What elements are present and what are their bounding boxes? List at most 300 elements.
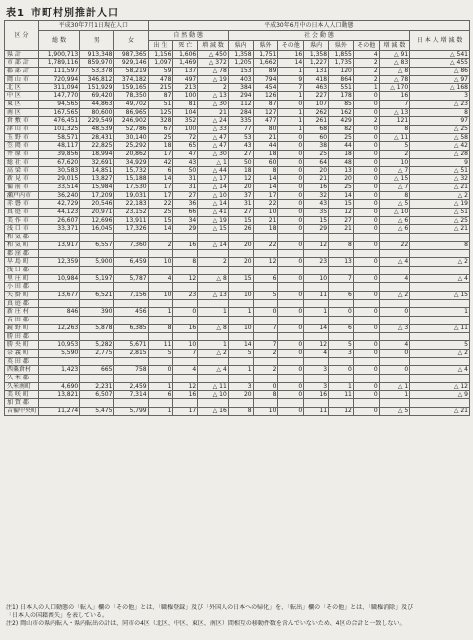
table-cell: 58,571	[39, 133, 80, 141]
table-cell: 86,965	[114, 109, 148, 117]
table-cell: △ 11	[198, 382, 229, 390]
table-row	[5, 142, 470, 150]
table-cell: 0	[353, 109, 379, 117]
table-cell: △ 450	[198, 51, 229, 59]
table-cell	[278, 266, 304, 274]
table-cell: 10	[173, 341, 198, 349]
table-cell	[228, 399, 253, 407]
table-row	[5, 324, 470, 332]
table-cell: 2	[198, 84, 229, 92]
table-cell: 13	[329, 167, 354, 175]
table-cell: 913,348	[80, 51, 114, 59]
table-cell	[253, 374, 278, 382]
table-cell	[304, 283, 329, 291]
table-cell: 1	[304, 308, 329, 316]
table-cell: 5,197	[80, 275, 114, 283]
table-cell: 15,732	[114, 167, 148, 175]
table-cell: 16	[379, 92, 410, 100]
table-cell	[148, 316, 173, 324]
table-cell	[148, 333, 173, 341]
table-cell: 16,045	[80, 225, 114, 233]
table-cell: 120	[329, 67, 354, 75]
table-cell	[114, 333, 148, 341]
table-row	[5, 84, 470, 92]
table-cell: 23	[304, 258, 329, 266]
table-cell: 0	[278, 167, 304, 175]
table-cell: 1,156	[148, 51, 173, 59]
row-label: 南 区	[5, 109, 39, 117]
table-cell	[304, 374, 329, 382]
table-cell	[253, 266, 278, 274]
table-cell	[173, 399, 198, 407]
table-cell: 1,900,713	[39, 51, 80, 59]
table-cell: 0	[278, 142, 304, 150]
table-cell: 6	[148, 391, 173, 399]
table-cell: 0	[278, 341, 304, 349]
table-cell: 6	[253, 275, 278, 283]
table-cell: 0	[353, 150, 379, 158]
table-cell: 16	[173, 324, 198, 332]
table-cell: 0	[278, 382, 304, 390]
table-cell: 53	[228, 133, 253, 141]
table-cell: △ 6	[379, 216, 410, 224]
table-cell: 2,459	[114, 382, 148, 390]
table-cell: 43	[304, 200, 329, 208]
table-cell: 19,031	[114, 192, 148, 200]
row-label: 市 部 計	[5, 59, 39, 67]
table-cell: 7	[173, 349, 198, 357]
table-cell: 2	[253, 349, 278, 357]
table-cell: 14	[329, 192, 354, 200]
table-cell: 10	[228, 324, 253, 332]
table-cell	[198, 316, 229, 324]
table-cell: △ 51	[410, 167, 470, 175]
table-cell: 0	[353, 349, 379, 357]
row-label: 早 島 町	[5, 258, 39, 266]
table-cell: 47	[173, 150, 198, 158]
table-cell: 39,856	[39, 150, 80, 158]
table-cell: 477	[253, 117, 278, 125]
table-cell: 6	[329, 291, 354, 299]
table-cell: △ 25	[410, 125, 470, 133]
table-cell: 153	[228, 67, 253, 75]
table-cell: 1	[353, 84, 379, 92]
row-label: 美 作 市	[5, 216, 39, 224]
table-cell: 0	[353, 407, 379, 415]
table-cell: 0	[353, 183, 379, 191]
table-cell: 1,227	[304, 59, 329, 67]
table-cell: 17	[148, 150, 173, 158]
row-label: 勝 田 郡	[5, 333, 39, 341]
table-cell: 78,350	[114, 92, 148, 100]
table-cell: 1,423	[39, 366, 80, 374]
table-cell: 14	[278, 59, 304, 67]
table-cell	[278, 250, 304, 258]
table-cell: 8	[228, 407, 253, 415]
row-label: 県 計	[5, 51, 39, 59]
table-cell: 4	[148, 275, 173, 283]
table-row	[5, 316, 470, 324]
table-cell	[379, 357, 410, 365]
table-cell	[253, 333, 278, 341]
table-cell: 18	[253, 225, 278, 233]
table-row	[5, 407, 470, 415]
table-cell: △ 78	[198, 67, 229, 75]
table-cell	[80, 357, 114, 365]
row-label: 赤 磐 市	[5, 200, 39, 208]
table-cell: 5	[148, 349, 173, 357]
table-cell	[148, 299, 173, 307]
table-title	[6, 4, 125, 19]
table-cell: 215	[148, 84, 173, 92]
row-label: 岡 山 市	[5, 75, 39, 83]
table-cell: 0	[329, 308, 354, 316]
row-label: 加 賀 郡	[5, 399, 39, 407]
table-cell: 159,165	[114, 84, 148, 92]
table-row	[5, 67, 470, 75]
table-cell: 69,420	[80, 92, 114, 100]
table-cell	[410, 374, 470, 382]
table-cell: 1	[198, 308, 229, 316]
table-cell: 0	[329, 366, 354, 374]
table-row	[5, 349, 470, 357]
table-cell: △ 8	[198, 324, 229, 332]
table-row	[5, 299, 470, 307]
table-cell: 178	[329, 92, 354, 100]
total-header: 総 数	[39, 31, 80, 51]
table-cell: 65	[173, 142, 198, 150]
row-label: 笠 岡 市	[5, 142, 39, 150]
table-cell: 21	[198, 109, 229, 117]
table-cell: 346,812	[80, 75, 114, 83]
table-cell: 0	[278, 225, 304, 233]
table-cell: 28,431	[80, 133, 114, 141]
table-cell: 30,583	[39, 167, 80, 175]
table-cell: 1,205	[228, 59, 253, 67]
table-cell	[173, 316, 198, 324]
table-cell: 6	[148, 167, 173, 175]
table-cell: 10,953	[39, 341, 80, 349]
table-row	[5, 233, 470, 241]
footnote-line: 注1) 日本人の人口動態の「転入」欄の「その他」とは、「職権登録」及び「外国人の日本への帰化」を、「転出」欄の「その他」とは、「職権消除」及び	[6, 604, 414, 611]
in-pref-header: 県内	[228, 41, 253, 51]
table-cell	[148, 399, 173, 407]
table-cell: 5,900	[80, 258, 114, 266]
table-cell: 8	[253, 391, 278, 399]
table-cell: 3	[304, 366, 329, 374]
table-cell: △ 10	[198, 391, 229, 399]
table-cell: 22,825	[80, 142, 114, 150]
table-cell: 213	[173, 84, 198, 92]
table-cell: 2	[198, 258, 229, 266]
table-cell: 0	[278, 192, 304, 200]
table-cell: 4	[353, 51, 379, 59]
table-cell: 147,770	[39, 92, 80, 100]
table-cell	[379, 250, 410, 258]
table-cell: 5,787	[114, 275, 148, 283]
table-cell: 13,821	[39, 391, 80, 399]
table-cell	[148, 374, 173, 382]
table-cell	[379, 283, 410, 291]
table-cell	[278, 299, 304, 307]
table-cell: 23,152	[114, 208, 148, 216]
table-cell	[114, 233, 148, 241]
table-row	[5, 133, 470, 141]
table-cell: 1	[278, 92, 304, 100]
table-cell: 8	[410, 241, 470, 249]
row-label: 奈 義 町	[5, 349, 39, 357]
row-label: 真 庭 郡	[5, 299, 39, 307]
table-cell: 12	[329, 407, 354, 415]
table-cell: 10	[304, 275, 329, 283]
table-cell	[379, 299, 410, 307]
table-cell: 9	[278, 75, 304, 83]
table-cell: 14	[228, 341, 253, 349]
table-cell: 20,862	[114, 150, 148, 158]
table-cell: 352	[173, 117, 198, 125]
table-cell: 48	[329, 158, 354, 166]
table-cell: 20	[329, 175, 354, 183]
row-label: 美 咲 町	[5, 391, 39, 399]
row-label: 和 気 郡	[5, 233, 39, 241]
table-cell	[80, 333, 114, 341]
table-cell	[198, 266, 229, 274]
table-cell: 20	[228, 241, 253, 249]
table-cell: 21	[304, 175, 329, 183]
table-cell: 30,140	[114, 133, 148, 141]
table-cell: △ 10	[379, 208, 410, 216]
table-cell	[148, 283, 173, 291]
table-cell: 17	[148, 192, 173, 200]
table-cell: 81	[173, 100, 198, 108]
table-cell	[253, 233, 278, 241]
table-cell: △ 3	[379, 324, 410, 332]
table-title-text: 市町村別推計人口	[30, 8, 119, 19]
table-cell: 4	[379, 341, 410, 349]
table-cell	[148, 250, 173, 258]
table-cell	[39, 266, 80, 274]
table-cell: 3	[329, 349, 354, 357]
table-cell: 6,459	[114, 258, 148, 266]
table-cell: 20	[228, 258, 253, 266]
table-cell: 18,994	[80, 150, 114, 158]
table-cell: 7	[253, 324, 278, 332]
table-cell: 64	[304, 158, 329, 166]
table-cell	[278, 357, 304, 365]
table-cell: 551	[329, 84, 354, 92]
female-header: 女	[114, 31, 148, 51]
table-cell	[114, 299, 148, 307]
table-cell: 2	[353, 117, 379, 125]
table-cell	[228, 299, 253, 307]
table-cell	[114, 357, 148, 365]
row-label: 浅 口 郡	[5, 266, 39, 274]
table-cell: △ 8	[198, 275, 229, 283]
table-cell	[39, 357, 80, 365]
table-cell: 16	[173, 241, 198, 249]
table-cell	[329, 266, 354, 274]
table-cell: 29,015	[39, 175, 80, 183]
table-cell: 104	[173, 109, 198, 117]
table-cell	[329, 283, 354, 291]
row-label: 新 見 市	[5, 175, 39, 183]
table-cell: 0	[379, 349, 410, 357]
table-cell: 390	[80, 308, 114, 316]
table-cell: 2,815	[114, 349, 148, 357]
table-cell: △ 78	[379, 75, 410, 83]
table-cell: △ 2	[410, 349, 470, 357]
table-cell: 12,696	[80, 216, 114, 224]
table-cell: 52,786	[114, 125, 148, 133]
table-cell: △ 8	[379, 67, 410, 75]
row-label: 北 区	[5, 84, 39, 92]
table-cell: 0	[278, 150, 304, 158]
table-cell: △ 14	[198, 183, 229, 191]
table-cell: 456	[114, 308, 148, 316]
table-cell: 13	[329, 258, 354, 266]
table-cell: 60	[253, 158, 278, 166]
table-cell: 7,314	[114, 391, 148, 399]
table-cell	[353, 333, 379, 341]
table-cell: △ 32	[410, 175, 470, 183]
table-cell	[253, 283, 278, 291]
table-cell: △ 14	[198, 241, 229, 249]
table-cell: 8	[410, 109, 470, 117]
table-cell: 0	[353, 275, 379, 283]
table-cell	[114, 250, 148, 258]
row-label: 備 前 市	[5, 183, 39, 191]
table-cell: 27	[228, 150, 253, 158]
table-cell	[410, 250, 470, 258]
table-cell: △ 33	[198, 125, 229, 133]
table-cell	[253, 357, 278, 365]
table-cell	[228, 266, 253, 274]
table-cell: 15,188	[114, 175, 148, 183]
table-cell	[329, 316, 354, 324]
table-cell: 89	[253, 67, 278, 75]
table-cell: 53,378	[80, 67, 114, 75]
table-cell: 11	[329, 391, 354, 399]
table-cell: 49,702	[114, 100, 148, 108]
table-cell: 4,690	[39, 382, 80, 390]
table-cell: 0	[353, 391, 379, 399]
table-cell	[278, 283, 304, 291]
table-cell: △ 9	[410, 391, 470, 399]
table-cell: 335	[228, 117, 253, 125]
table-cell: 0	[353, 341, 379, 349]
table-cell: △ 15	[379, 175, 410, 183]
table-cell	[39, 399, 80, 407]
table-cell	[80, 250, 114, 258]
table-cell: 12	[304, 241, 329, 249]
table-cell: 16	[304, 391, 329, 399]
table-cell: 12	[329, 208, 354, 216]
table-cell: 5,799	[114, 407, 148, 415]
table-cell: 31	[228, 200, 253, 208]
table-cell	[80, 316, 114, 324]
table-cell: 18	[148, 142, 173, 150]
table-cell: 34,929	[114, 158, 148, 166]
row-label: 久米南町	[5, 382, 39, 390]
table-cell	[173, 357, 198, 365]
table-cell: 29	[173, 225, 198, 233]
population-table	[4, 20, 470, 416]
table-cell: 68	[304, 125, 329, 133]
table-cell: 7,156	[114, 291, 148, 299]
table-cell	[228, 374, 253, 382]
table-cell: 7	[329, 275, 354, 283]
table-row	[5, 200, 470, 208]
table-cell: 0	[379, 308, 410, 316]
table-cell: 38	[304, 142, 329, 150]
table-cell: 25	[148, 208, 173, 216]
row-label: 東 区	[5, 100, 39, 108]
table-cell: 229,549	[80, 117, 114, 125]
table-cell: 0	[173, 308, 198, 316]
table-cell: 6	[329, 324, 354, 332]
table-cell: 7	[253, 341, 278, 349]
table-cell: △ 13	[379, 109, 410, 117]
table-cell	[39, 250, 80, 258]
table-cell: 162	[329, 109, 354, 117]
table-cell	[329, 399, 354, 407]
table-cell: 25	[329, 183, 354, 191]
table-cell: 1,735	[329, 59, 354, 67]
table-cell	[173, 283, 198, 291]
table-cell: △ 7	[379, 183, 410, 191]
table-cell: 418	[304, 75, 329, 83]
table-cell: 32	[304, 192, 329, 200]
table-cell	[39, 283, 80, 291]
table-cell: 112	[228, 100, 253, 108]
table-cell	[353, 299, 379, 307]
table-cell: △ 97	[410, 75, 470, 83]
table-cell: △ 4	[198, 366, 229, 374]
table-cell: 1	[198, 341, 229, 349]
table-body	[5, 51, 470, 416]
table-cell: △ 21	[410, 407, 470, 415]
table-cell	[410, 233, 470, 241]
table-cell: 13,677	[39, 291, 80, 299]
table-cell	[278, 333, 304, 341]
table-cell	[39, 299, 80, 307]
table-cell: 72	[173, 133, 198, 141]
table-cell: 0	[278, 308, 304, 316]
table-cell: 0	[353, 208, 379, 216]
table-cell: 21	[253, 216, 278, 224]
table-cell: 17	[253, 192, 278, 200]
table-cell: 1,606	[173, 51, 198, 59]
table-cell: 1	[379, 391, 410, 399]
table-cell: △ 47	[198, 133, 229, 141]
table-cell: 987,365	[114, 51, 148, 59]
table-cell: △ 19	[198, 216, 229, 224]
table-cell: △ 91	[379, 51, 410, 59]
row-label: 都 窪 郡	[5, 250, 39, 258]
table-cell: 2,231	[80, 382, 114, 390]
table-cell: 35	[304, 208, 329, 216]
table-cell: 2,775	[80, 349, 114, 357]
row-label: 瀬戸内市	[5, 192, 39, 200]
table-cell: △ 21	[410, 225, 470, 233]
table-cell: 22,183	[114, 200, 148, 208]
table-cell: △ 41	[198, 208, 229, 216]
table-cell	[379, 333, 410, 341]
table-cell: 1,789,116	[39, 59, 80, 67]
population-date-header: 平成30年7月1日現在人口	[39, 21, 149, 31]
table-row	[5, 51, 470, 59]
table-cell: 21	[329, 225, 354, 233]
